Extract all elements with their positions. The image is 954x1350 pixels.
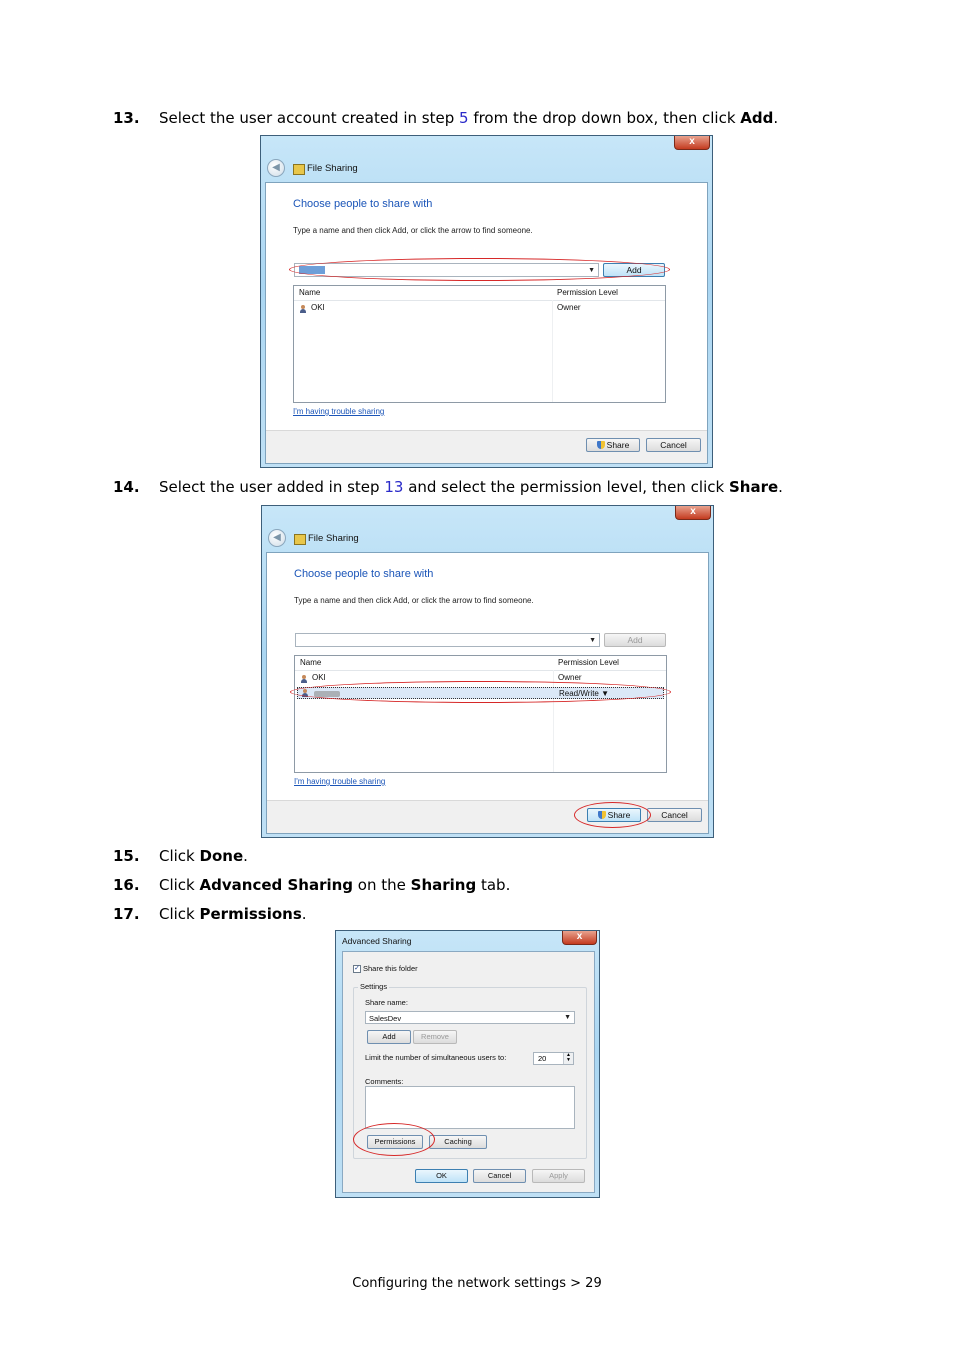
column-header-permission[interactable]: Permission Level <box>557 288 618 297</box>
user-icon <box>301 675 307 683</box>
chevron-down-icon[interactable]: ▼ <box>564 1014 571 1021</box>
highlight-circle <box>290 681 671 703</box>
trouble-sharing-link[interactable]: I'm having trouble sharing <box>293 407 385 416</box>
caching-button[interactable]: Caching <box>429 1135 487 1149</box>
step-14 <box>113 477 783 497</box>
heading: Choose people to share with <box>293 198 433 210</box>
dropdown-arrow-icon[interactable]: ▼ <box>589 637 596 644</box>
step-bold: Advanced Sharing <box>199 876 354 894</box>
button-bar <box>266 430 707 463</box>
advanced-sharing-window <box>335 930 600 1198</box>
step-text: Click <box>159 876 200 894</box>
step-text: Select the user added in step <box>159 478 385 496</box>
window-title: File Sharing <box>308 533 359 544</box>
step-text: . <box>778 478 783 496</box>
step-13 <box>113 108 778 128</box>
share-name-label: Share name: <box>365 998 408 1007</box>
limit-users-label: Limit the number of simultaneous users to: <box>365 1053 507 1062</box>
user-permission: Owner <box>558 673 582 682</box>
step-number: 17. <box>113 905 140 923</box>
back-arrow-icon[interactable]: ◀ <box>267 159 285 177</box>
instruction-text: Type a name and then click Add, or click the arrow to find someone. <box>294 596 534 605</box>
highlight-circle <box>574 802 651 828</box>
window-content <box>265 182 708 464</box>
step-bold: Done <box>199 847 244 865</box>
add-button[interactable]: Add <box>367 1030 411 1044</box>
apply-button[interactable]: Apply <box>532 1169 585 1183</box>
user-list[interactable] <box>294 655 667 773</box>
back-arrow-icon[interactable]: ◀ <box>268 529 286 547</box>
trouble-sharing-link[interactable]: I'm having trouble sharing <box>294 777 386 786</box>
dialog-panel <box>342 951 595 1193</box>
window-content <box>266 552 709 834</box>
column-header-permission[interactable]: Permission Level <box>558 658 619 667</box>
instruction-text: Type a name and then click Add, or click the arrow to find someone. <box>293 226 533 235</box>
spinner-arrows-icon[interactable]: ▲ ▼ <box>563 1053 573 1064</box>
list-header <box>295 656 666 671</box>
step-number: 16. <box>113 876 140 894</box>
step-text: . <box>773 109 779 127</box>
comments-label: Comments: <box>365 1077 404 1086</box>
step-17 <box>113 904 307 924</box>
chevron-down-icon: ▼ <box>601 689 610 698</box>
dropdown-arrow-icon[interactable]: ▼ <box>588 267 595 274</box>
settings-group-label: Settings <box>360 982 388 991</box>
step-15 <box>113 846 248 866</box>
page-footer: Configuring the network settings > 29 <box>352 1276 602 1291</box>
file-sharing-app-icon <box>294 534 306 545</box>
close-button[interactable]: x <box>674 136 710 150</box>
user-limit-value: 20 <box>538 1054 547 1063</box>
step-text: on the <box>353 876 411 894</box>
step-bold: Permissions <box>199 905 302 923</box>
user-limit-stepper[interactable] <box>533 1052 574 1065</box>
cancel-button[interactable]: Cancel <box>646 438 701 452</box>
share-name-value: SalesDev <box>369 1014 402 1023</box>
step-text: and select the permission level, then click <box>403 478 729 496</box>
share-label: Share <box>606 440 630 450</box>
step-text: Click <box>159 847 200 865</box>
user-list[interactable] <box>293 285 666 403</box>
user-name: OKI <box>312 673 326 682</box>
permissions-button[interactable]: Permissions <box>367 1135 423 1149</box>
step-16 <box>113 875 510 895</box>
permission-level-label: Read/Write <box>559 689 599 698</box>
column-header-name[interactable]: Name <box>299 288 321 297</box>
user-name: OKI <box>311 303 325 312</box>
step-text: tab. <box>476 876 511 894</box>
window-title: File Sharing <box>307 163 358 174</box>
step-link[interactable]: 13 <box>384 478 404 496</box>
step-text: . <box>243 847 248 865</box>
close-button[interactable]: x <box>675 506 711 520</box>
file-sharing-app-icon <box>293 164 305 175</box>
step-text: Click <box>159 905 200 923</box>
step-link[interactable]: 5 <box>459 109 469 127</box>
list-header <box>294 286 665 301</box>
share-label: Share <box>607 810 631 820</box>
user-icon <box>300 305 306 313</box>
add-button[interactable]: Add <box>603 263 665 277</box>
share-button[interactable] <box>586 438 640 452</box>
user-combo-box[interactable] <box>295 633 600 647</box>
cancel-button[interactable]: Cancel <box>473 1169 526 1183</box>
step-number: 15. <box>113 847 140 865</box>
shield-icon <box>597 441 605 449</box>
step-bold: Add <box>740 109 774 127</box>
add-button[interactable]: Add <box>604 633 666 647</box>
step-text: from the drop down box, then click <box>468 109 741 127</box>
highlight-circle <box>289 258 670 281</box>
share-folder-label: Share this folder <box>363 964 418 973</box>
step-bold: Share <box>728 478 779 496</box>
file-sharing-window-2 <box>261 505 714 838</box>
step-bold: Sharing <box>410 876 477 894</box>
cancel-button[interactable]: Cancel <box>647 808 702 822</box>
column-header-name[interactable]: Name <box>300 658 322 667</box>
user-permission: Owner <box>557 303 581 312</box>
column-divider <box>552 300 553 402</box>
close-button[interactable]: x <box>562 931 597 945</box>
ok-button[interactable]: OK <box>415 1169 468 1183</box>
button-bar <box>267 800 708 833</box>
share-name-dropdown[interactable] <box>365 1011 575 1024</box>
step-text: Select the user account created in step <box>159 109 459 127</box>
window-title: Advanced Sharing <box>342 936 412 946</box>
highlight-circle <box>353 1123 435 1156</box>
file-sharing-window-1 <box>260 135 713 468</box>
step-number: 14. <box>113 478 140 496</box>
step-number: 13. <box>113 109 140 127</box>
step-text: . <box>301 905 307 923</box>
heading: Choose people to share with <box>294 568 434 580</box>
remove-button[interactable]: Remove <box>413 1030 457 1044</box>
share-folder-checkbox[interactable]: ✓ <box>354 965 360 972</box>
